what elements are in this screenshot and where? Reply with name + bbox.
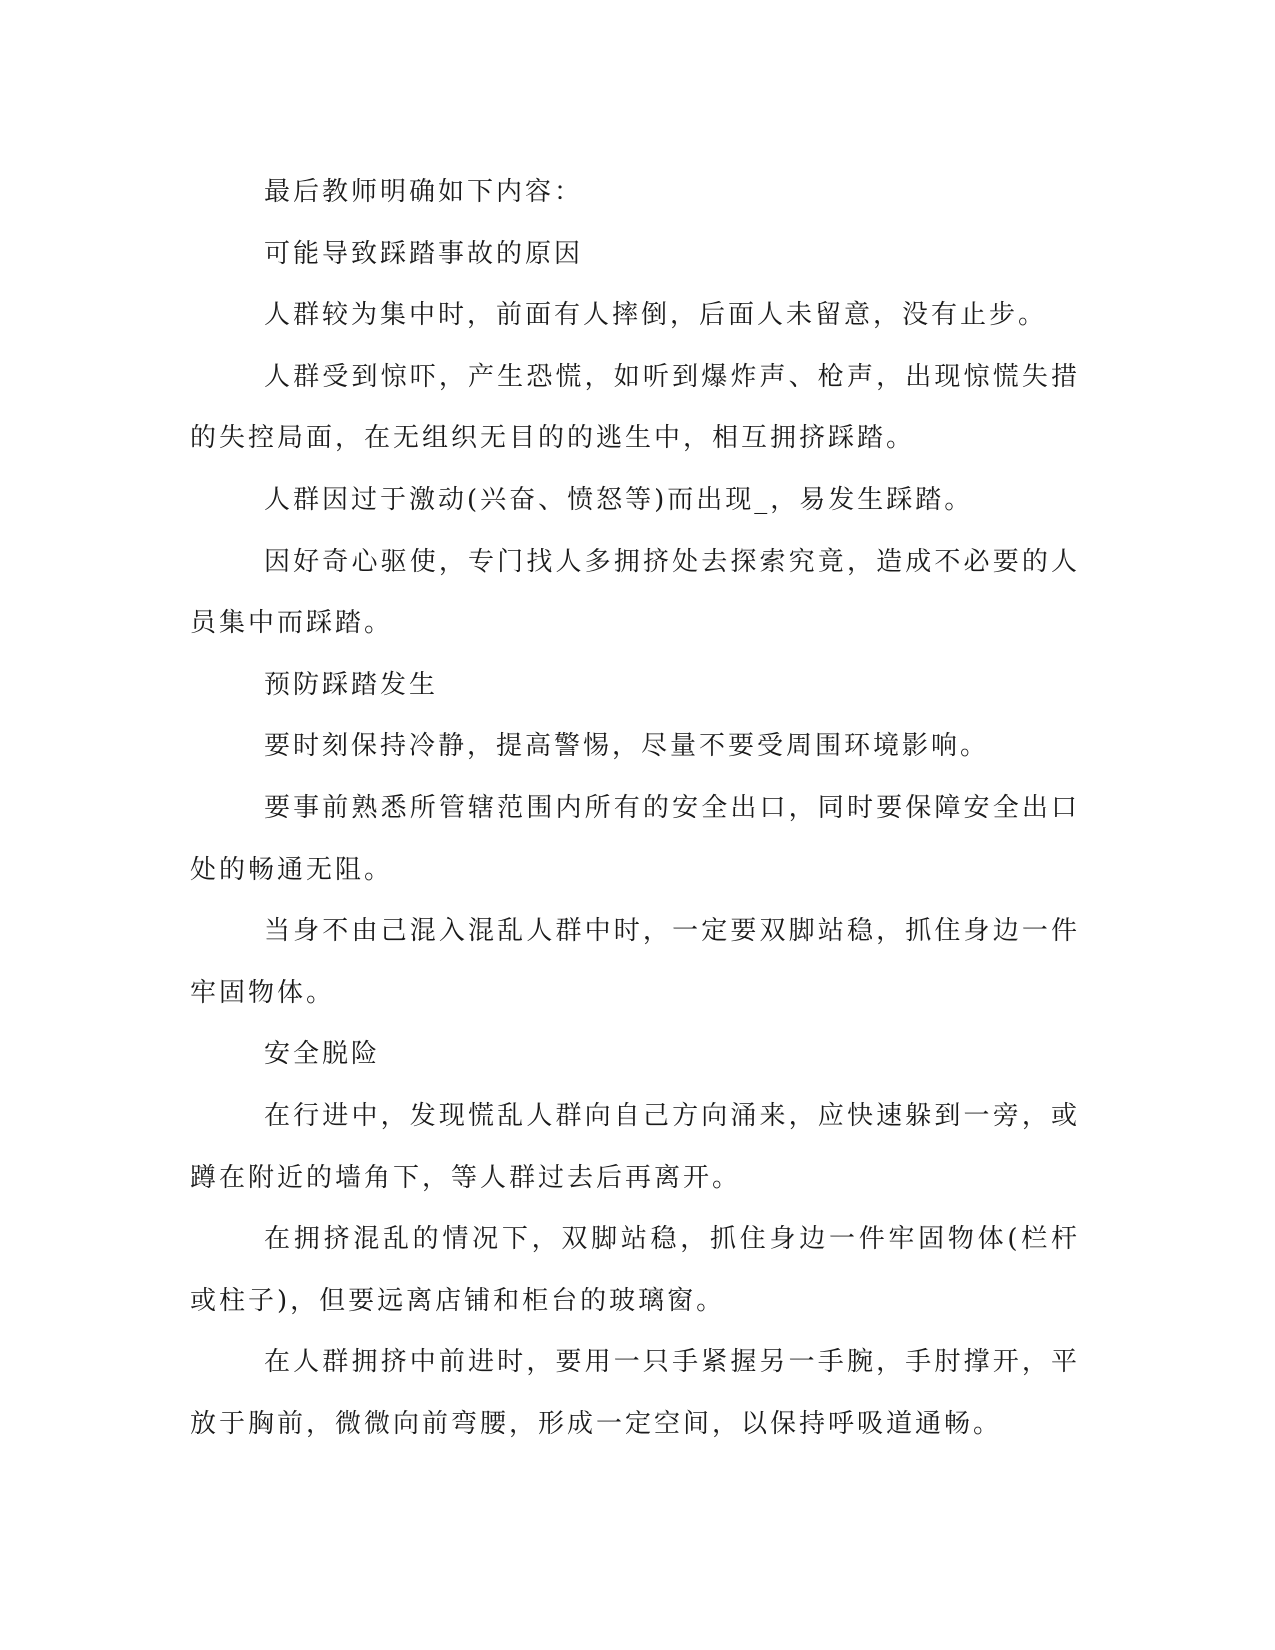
paragraph-escape-1: 在行进中，发现慌乱人群向自己方向涌来，应快速躲到一旁，或蹲在附近的墙角下，等人群过去后再离开。 <box>190 1100 1080 1193</box>
paragraph-prevention-1: 要时刻保持冷静，提高警惕，尽量不要受周围环境影响。 <box>264 731 990 762</box>
heading-escape: 安全脱险 <box>264 1039 381 1070</box>
document-body <box>190 162 1080 1455</box>
paragraph-cause-1: 人群较为集中时，前面有人摔倒，后面人未留意，没有止步。 <box>264 300 1048 331</box>
heading-prevention: 预防踩踏发生 <box>264 669 439 700</box>
paragraph-cause-4: 因好奇心驱使，专门找人多拥挤处去探索究竟，造成不必要的人员集中而踩踏。 <box>190 546 1080 639</box>
paragraph-teacher-summary: 最后教师明确如下内容： <box>264 177 584 207</box>
heading-causes: 可能导致踩踏事故的原因 <box>264 238 584 269</box>
paragraph-prevention-2: 要事前熟悉所管辖范围内所有的安全出口，同时要保障安全出口处的畅通无阻。 <box>190 792 1080 885</box>
paragraph-prevention-3: 当身不由己混入混乱人群中时，一定要双脚站稳，抓住身边一件牢固物体。 <box>190 916 1080 1008</box>
paragraph-cause-3: 人群因过于激动(兴奋、愤怒等)而出现_，易发生踩踏。 <box>264 484 974 515</box>
paragraph-escape-2: 在拥挤混乱的情况下，双脚站稳，抓住身边一件牢固物体(栏杆或柱子)，但要远离店铺和柜台的玻璃窗。 <box>190 1224 1080 1316</box>
paragraph-cause-2: 人群受到惊吓，产生恐慌，如听到爆炸声、枪声，出现惊慌失措的失控局面，在无组织无目的的逃生中，相互拥挤踩踏。 <box>190 361 1080 454</box>
paragraph-escape-3: 在人群拥挤中前进时，要用一只手紧握另一手腕，手肘撑开，平放于胸前，微微向前弯腰，形成一定空间，以保持呼吸道通畅。 <box>190 1347 1080 1439</box>
